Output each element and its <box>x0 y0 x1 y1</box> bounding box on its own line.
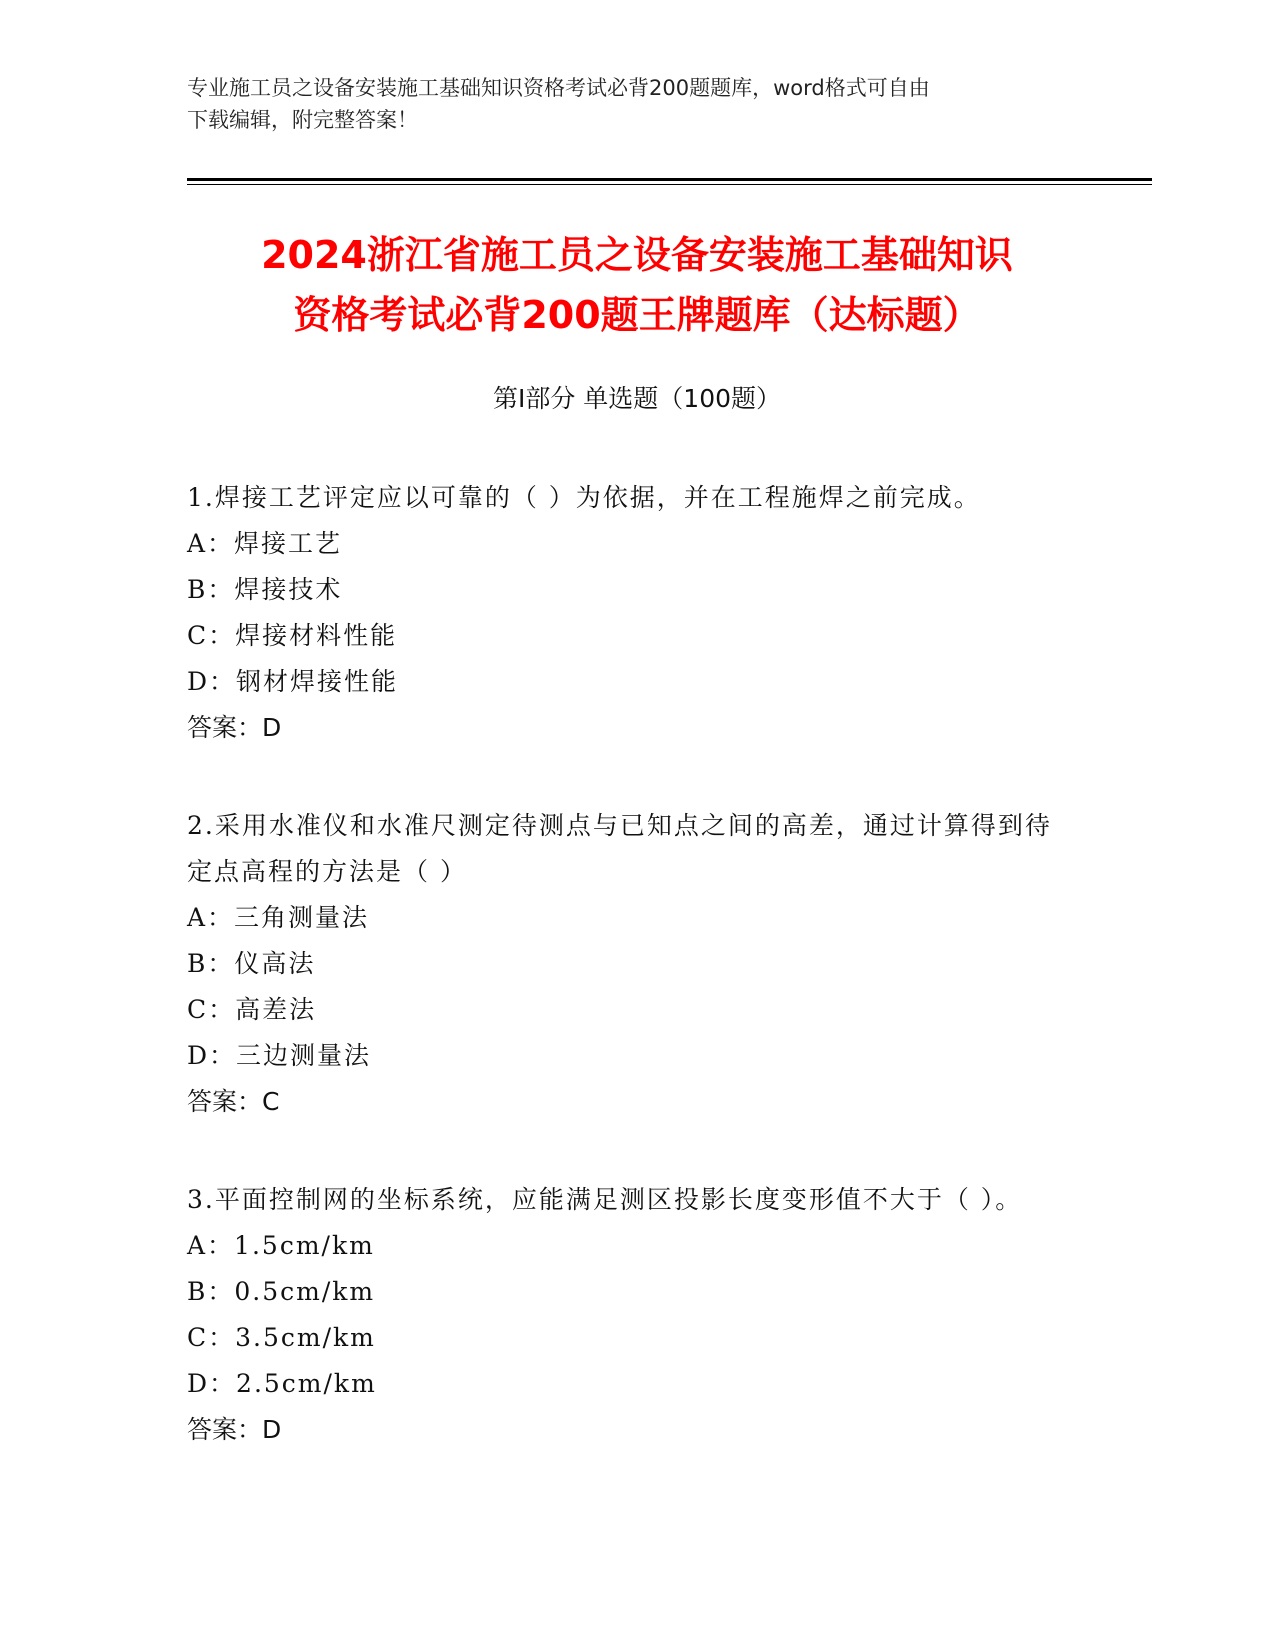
option-b: B：焊接技术 <box>187 575 343 604</box>
option-c: C：高差法 <box>187 995 317 1024</box>
option-a: A：焊接工艺 <box>187 529 343 558</box>
header-divider-thick <box>187 178 1152 181</box>
answer-line: 答案：C <box>187 1087 280 1116</box>
question-item <box>187 803 1067 1125</box>
option-a: A：1.5cm/km <box>187 1231 375 1260</box>
answer-line: 答案：D <box>187 713 282 742</box>
option-c: C：3.5cm/km <box>187 1323 376 1352</box>
header-note <box>187 72 1087 136</box>
option-b: B：仪高法 <box>187 949 316 978</box>
option-d: D：2.5cm/km <box>187 1369 377 1398</box>
header-note-line: 下载编辑，附完整答案！ <box>187 108 418 132</box>
option-a: A：三角测量法 <box>187 903 370 932</box>
question-item <box>187 1177 1067 1453</box>
header-divider-thin <box>187 184 1152 185</box>
question-list <box>187 475 1067 1505</box>
option-c: C：焊接材料性能 <box>187 621 398 650</box>
section-title: 第Ⅰ部分 单选题（100题） <box>492 384 782 413</box>
document-title-line: 资格考试必背200题王牌题库（达标题） <box>293 293 981 337</box>
question-stem: 2.采用水准仪和水准尺测定待测点与已知点之间的高差，通过计算得到待定点高程的方法是（ ） <box>187 811 1052 886</box>
document-title-line: 2024浙江省施工员之设备安装施工基础知识 <box>261 233 1013 277</box>
option-d: D：三边测量法 <box>187 1041 372 1070</box>
option-d: D：钢材焊接性能 <box>187 667 399 696</box>
document-title <box>187 225 1087 345</box>
option-b: B：0.5cm/km <box>187 1277 376 1306</box>
question-stem: 3.平面控制网的坐标系统，应能满足测区投影长度变形值不大于（ ）。 <box>187 1185 1023 1214</box>
question-stem: 1.焊接工艺评定应以可靠的（ ）为依据，并在工程施焊之前完成。 <box>187 483 981 512</box>
answer-line: 答案：D <box>187 1415 282 1444</box>
header-note-line: 专业施工员之设备安装施工基础知识资格考试必背200题题库，word格式可自由 <box>187 76 930 100</box>
question-item <box>187 475 1067 751</box>
